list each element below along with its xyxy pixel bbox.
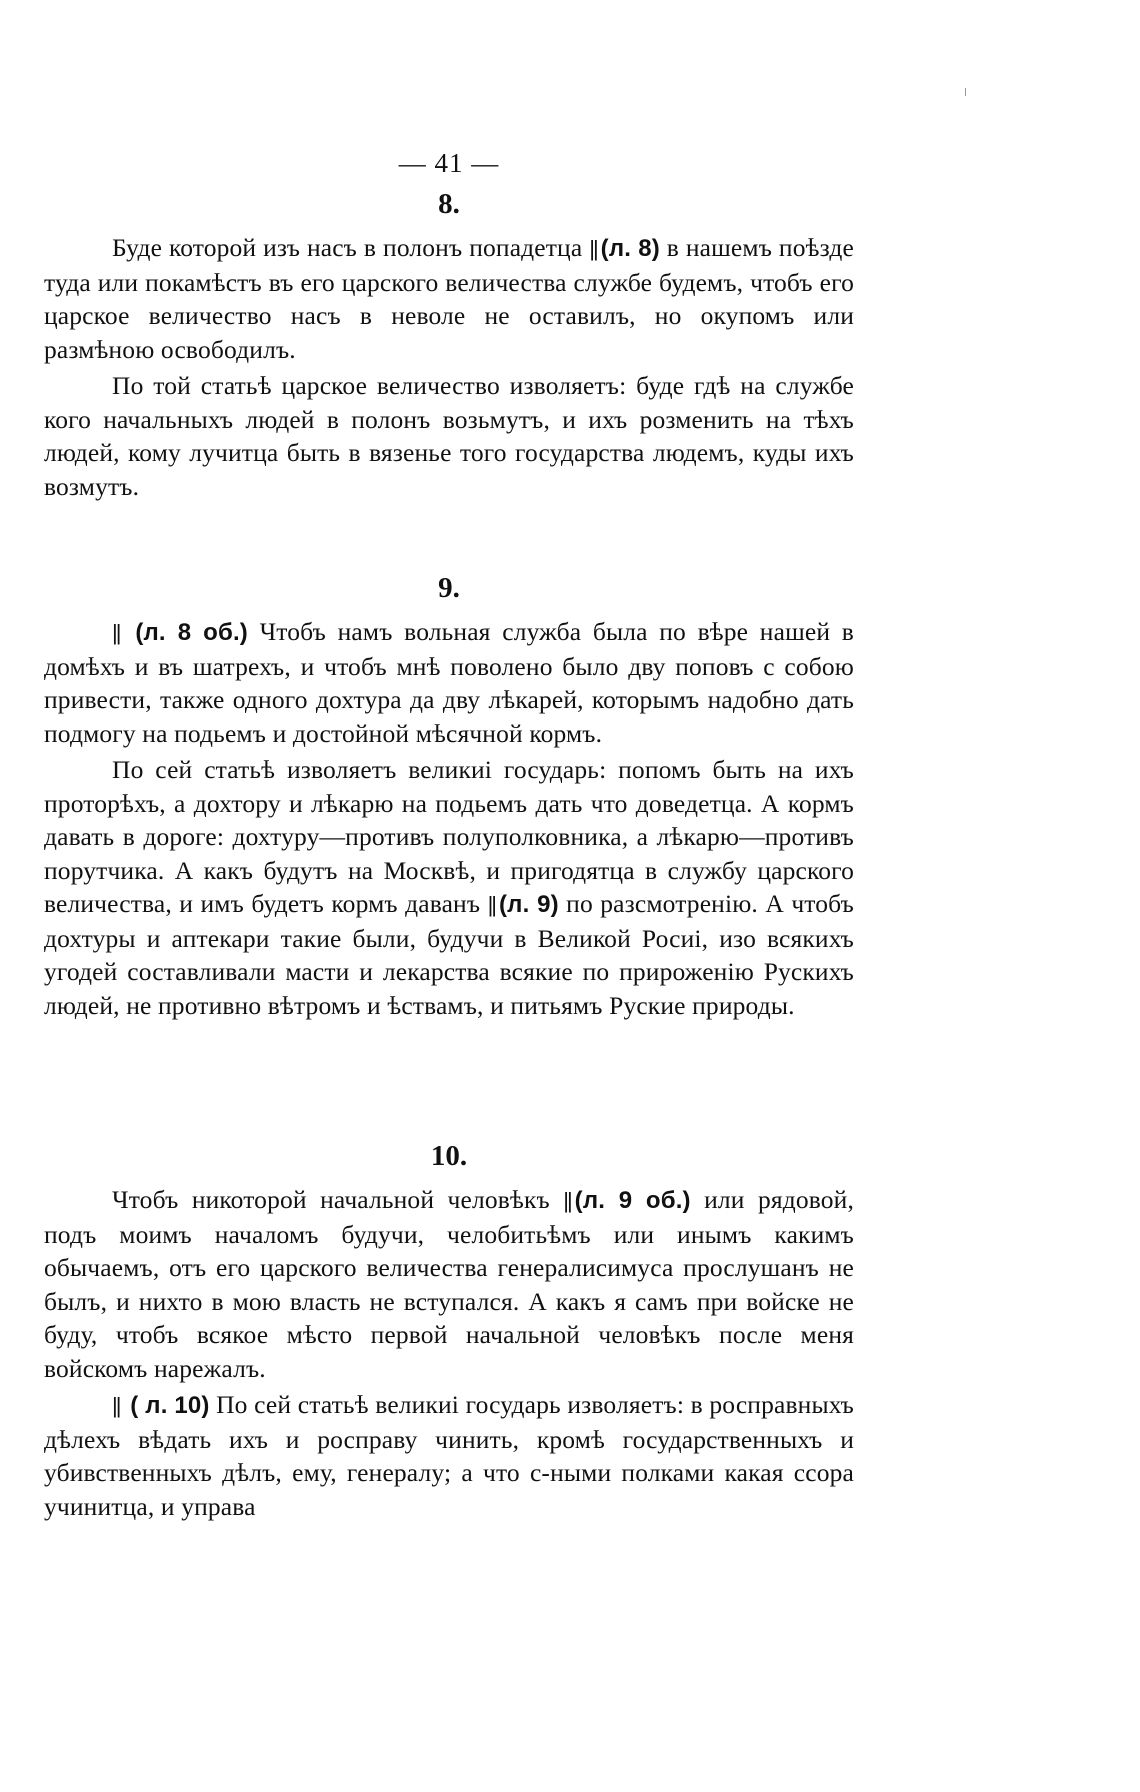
paragraph — [44, 1183, 854, 1385]
page-break-mark: || — [589, 236, 597, 261]
paragraph — [44, 753, 854, 1022]
page-break-mark: || — [487, 892, 496, 917]
section-10 — [44, 1140, 854, 1523]
folio-reference: ( л. 10) — [123, 1392, 210, 1419]
paragraph — [44, 231, 854, 366]
text-run: Чтобъ никоторой начальной человѣкъ — [112, 1185, 564, 1214]
text-run: По сей статьѣ великиі государь изволяетъ: в росправныхъ дѣлехъ вѣдать ихъ и росправу чинить, кромѣ государственныхъ и убивственныхъ дѣлъ, ему, генералу; а что с-ными полками какая ссора учинитца, и управа — [44, 1390, 854, 1521]
text-run: Буде которой изъ насъ в полонъ попадетца — [112, 233, 590, 262]
page-break-mark: || — [112, 1393, 120, 1418]
folio-reference: (л. 8 об.) — [123, 619, 248, 646]
margin-mark — [965, 88, 966, 96]
text-run: Чтобъ намъ вольная служба была по вѣре нашей в домѣхъ и въ шатрехъ, и чтобъ мнѣ поволено было дву поповъ с собою привести, также одного дохтура да дву лѣкарей, которымъ надобно дать подмогу на подьемъ и достойной мѣсячной кормъ. — [44, 617, 854, 748]
paragraph — [44, 369, 854, 503]
paragraph — [44, 1388, 854, 1523]
text-run: по разсмотренію. А чтобъ дохтуры и аптекари такие были, будучи в Великой Росиі, изо всякихъ угодей составливали масти и лекарства всякие по прироженію Рускихъ людей, не противно вѣтромъ и ѣствамъ, и питьямъ Руские природы. — [44, 889, 854, 1020]
section-9 — [44, 572, 854, 1022]
page-break-mark: || — [563, 1188, 571, 1213]
paragraph — [44, 615, 854, 750]
section-heading: 8. — [438, 188, 460, 220]
folio-reference: (л. 8) — [600, 235, 660, 262]
folio-reference: (л. 9 об.) — [574, 1187, 691, 1214]
text-run: в нашемъ поѣзде туда или покамѣстъ въ его царского величества службе будемъ, чтобъ его царское величество насъ в неволе не оставилъ, но окупомъ или размѣною освободилъ. — [44, 233, 854, 364]
section-heading: 9. — [438, 572, 460, 604]
text-run: По сей статьѣ изволяетъ великиі государь: попомъ быть на ихъ проторѣхъ, а дохтору и лѣкарю на подьемъ дать что доведетца. А кормъ давать в дороге: дохтуру—противъ полуполковника, а лѣкарю—противъ порутчика. А какъ будутъ на Москвѣ, и пригодятца в службу царского величества, и имъ будетъ кормъ даванъ — [44, 755, 854, 918]
page-number: — 41 — — [398, 148, 500, 178]
page-break-mark: || — [112, 620, 120, 645]
text-run: или рядовой, подъ моимъ началомъ будучи, челобитьѣмъ или инымъ какимъ обычаемъ, отъ его царского величества генералисимуса прослушанъ не былъ, и нихто в мою власть не вступался. А какъ я самъ при войске не буду, чтобъ всякое мѣсто первой начальной человѣкъ после меня войскомъ нарежалъ. — [44, 1185, 854, 1383]
section-8 — [44, 188, 854, 503]
text-run: По той статьѣ царское величество изволяетъ: буде гдѣ на службе кого начальныхъ людей в полонъ возьмутъ, и ихъ розменить на тѣхъ людей, кому лучитца быть в вязенье того государства людемъ, куды ихъ возмутъ. — [44, 371, 854, 501]
section-heading: 10. — [430, 1140, 468, 1172]
folio-reference: (л. 9) — [499, 891, 559, 918]
